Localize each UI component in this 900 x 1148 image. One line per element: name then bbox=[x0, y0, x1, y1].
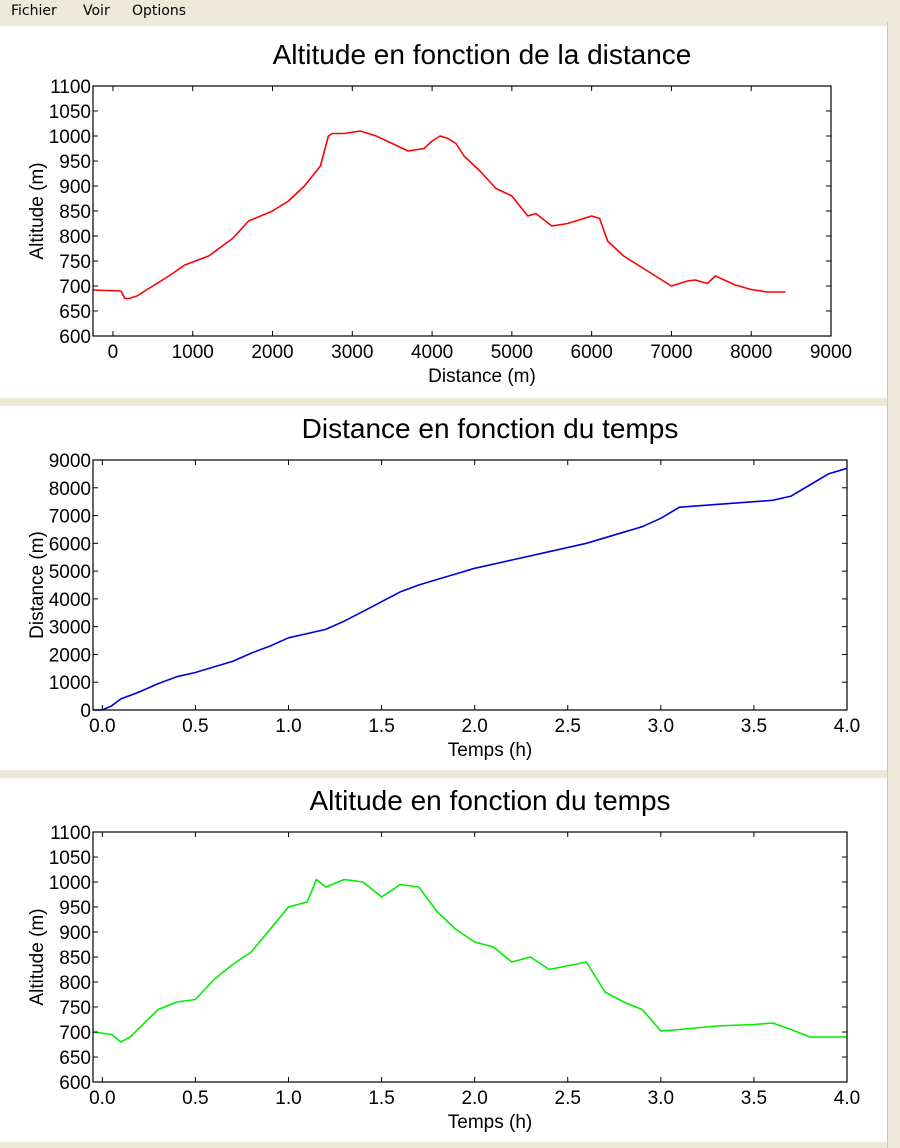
y-tick-label: 1000 bbox=[48, 127, 91, 148]
altitude-distance-chart bbox=[4, 26, 892, 398]
menu-options[interactable]: Options bbox=[132, 3, 187, 19]
y-axis-label: Altitude (m) bbox=[27, 908, 48, 1006]
series-line-0 bbox=[93, 131, 786, 299]
chart-panel-altitude-temps bbox=[0, 778, 892, 1142]
x-tick-label: 1.5 bbox=[368, 1088, 395, 1109]
y-tick-label: 6000 bbox=[48, 534, 91, 556]
x-tick-label: 0 bbox=[107, 342, 119, 363]
y-tick-label: 8000 bbox=[48, 478, 91, 500]
x-tick-label: 0.5 bbox=[182, 1088, 209, 1109]
x-tick-label: 4000 bbox=[410, 342, 454, 363]
y-tick-label: 800 bbox=[59, 973, 91, 994]
series-line-0 bbox=[93, 880, 847, 1043]
x-tick-label: 8000 bbox=[730, 342, 773, 363]
x-tick-label: 1000 bbox=[171, 342, 214, 363]
panel-divider bbox=[0, 398, 888, 406]
chart-panel-altitude-distance bbox=[0, 26, 892, 398]
menu-bar bbox=[0, 0, 900, 22]
x-tick-label: 2.0 bbox=[461, 716, 488, 737]
y-tick-label: 950 bbox=[59, 152, 91, 173]
chart-title: Altitude en fonction de la distance bbox=[272, 39, 692, 70]
y-tick-label: 600 bbox=[59, 327, 91, 348]
x-tick-label: 2.0 bbox=[461, 1088, 488, 1109]
y-tick-label: 650 bbox=[59, 1048, 91, 1069]
y-tick-label: 0 bbox=[80, 701, 91, 722]
y-tick-label: 1000 bbox=[48, 873, 91, 894]
menu-voir[interactable]: Voir bbox=[83, 3, 110, 19]
y-tick-label: 1100 bbox=[50, 823, 91, 844]
x-tick-label: 7000 bbox=[650, 342, 693, 363]
x-axis-label: Temps (h) bbox=[447, 740, 533, 761]
x-tick-label: 2000 bbox=[251, 342, 294, 363]
distance-time-chart bbox=[4, 406, 892, 770]
plot-frame bbox=[93, 86, 831, 336]
y-tick-label: 850 bbox=[59, 948, 91, 969]
x-tick-label: 9000 bbox=[809, 342, 853, 363]
y-tick-label: 600 bbox=[59, 1073, 91, 1094]
y-tick-label: 900 bbox=[59, 177, 91, 198]
x-tick-label: 3.0 bbox=[647, 1088, 675, 1109]
x-axis-label: Temps (h) bbox=[447, 1112, 533, 1133]
chart-title: Altitude en fonction du temps bbox=[309, 785, 671, 816]
y-tick-label: 1050 bbox=[48, 848, 91, 869]
x-tick-label: 1.5 bbox=[368, 716, 395, 737]
x-tick-label: 4.0 bbox=[833, 1088, 861, 1109]
y-tick-label: 850 bbox=[59, 202, 91, 223]
y-tick-label: 2000 bbox=[48, 645, 91, 667]
y-tick-label: 1100 bbox=[50, 77, 91, 98]
y-tick-label: 700 bbox=[59, 277, 91, 298]
y-tick-label: 5000 bbox=[48, 562, 91, 584]
x-tick-label: 2.5 bbox=[554, 1088, 581, 1109]
x-tick-label: 0.0 bbox=[89, 716, 116, 737]
x-tick-label: 0.5 bbox=[182, 716, 209, 737]
panel-divider bbox=[0, 770, 888, 778]
y-tick-label: 750 bbox=[59, 252, 91, 273]
y-tick-label: 900 bbox=[59, 923, 91, 944]
x-tick-label: 2.5 bbox=[554, 716, 581, 737]
chart-panel-distance-temps bbox=[0, 406, 892, 770]
x-tick-label: 3.5 bbox=[740, 1088, 768, 1109]
x-tick-label: 1.0 bbox=[275, 1088, 302, 1109]
y-tick-label: 3000 bbox=[48, 617, 91, 639]
window-right-edge bbox=[887, 22, 900, 1148]
altitude-time-chart bbox=[4, 778, 892, 1142]
x-tick-label: 3.5 bbox=[740, 716, 768, 737]
x-tick-label: 3.0 bbox=[647, 716, 675, 737]
y-tick-label: 9000 bbox=[48, 451, 91, 472]
x-tick-label: 4.0 bbox=[833, 716, 861, 737]
y-tick-label: 1050 bbox=[48, 102, 91, 123]
x-tick-label: 6000 bbox=[570, 342, 613, 363]
y-tick-label: 700 bbox=[59, 1023, 91, 1044]
y-tick-label: 650 bbox=[59, 302, 91, 323]
series-line-0 bbox=[93, 468, 847, 710]
y-tick-label: 7000 bbox=[48, 506, 91, 528]
menu-fichier[interactable]: Fichier bbox=[11, 3, 57, 19]
x-tick-label: 0.0 bbox=[89, 1088, 116, 1109]
x-tick-label: 5000 bbox=[490, 342, 534, 363]
chart-title: Distance en fonction du temps bbox=[301, 413, 679, 444]
x-tick-label: 3000 bbox=[331, 342, 374, 363]
y-axis-label: Distance (m) bbox=[27, 531, 48, 639]
x-tick-label: 1.0 bbox=[275, 716, 302, 737]
y-tick-label: 1000 bbox=[48, 673, 91, 695]
plot-frame bbox=[93, 832, 847, 1082]
y-tick-label: 800 bbox=[59, 227, 91, 248]
x-axis-label: Distance (m) bbox=[428, 366, 536, 387]
y-tick-label: 750 bbox=[59, 998, 91, 1019]
y-tick-label: 4000 bbox=[48, 589, 91, 611]
plot-frame bbox=[93, 460, 847, 710]
y-tick-label: 950 bbox=[59, 898, 91, 919]
y-axis-label: Altitude (m) bbox=[27, 162, 48, 260]
